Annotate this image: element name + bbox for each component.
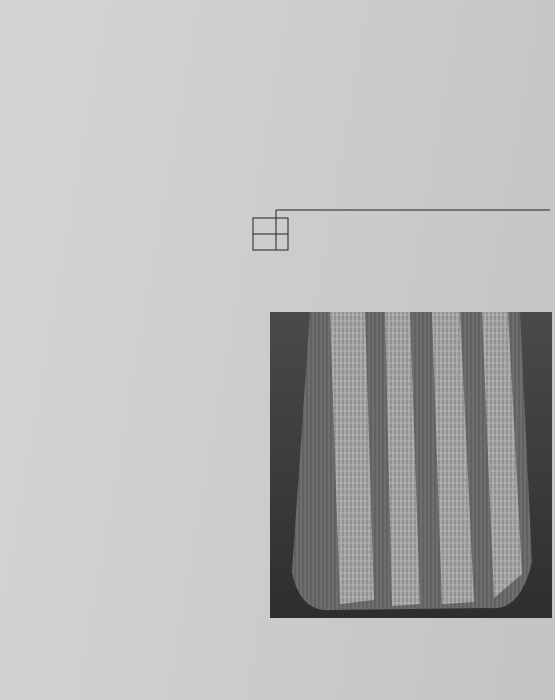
left-column [8,12,250,15]
knitting-sample-photo [270,312,552,618]
knitting-scheme [252,192,552,292]
